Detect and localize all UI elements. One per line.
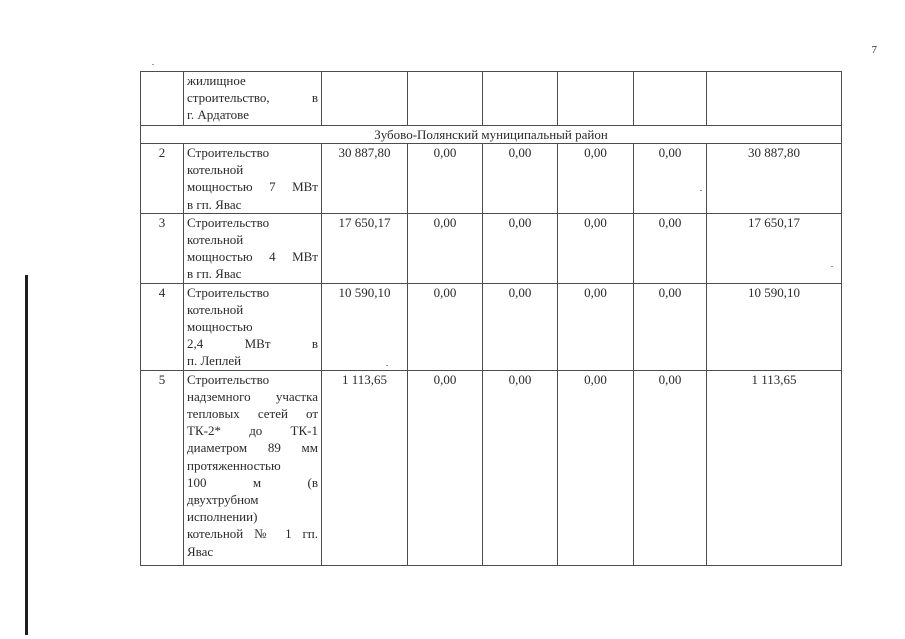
scan-speck: [152, 64, 154, 65]
description-line: двухтрубном: [187, 492, 259, 508]
value-cell: 0,00: [558, 213, 634, 283]
value-cell: [322, 72, 408, 126]
value-cell: 1 113,65: [322, 370, 408, 565]
table-row: [141, 283, 842, 370]
value-cell: 0,00: [483, 144, 558, 214]
description-line: котельной № 1 гп.: [187, 526, 318, 542]
value-cell: 0,00: [408, 144, 483, 214]
region-heading-row: [141, 126, 842, 144]
row-number-cell: 4: [141, 283, 184, 370]
description-line: протяженностью: [187, 457, 281, 473]
row-description-cell: [184, 283, 322, 370]
row-number-cell: 2: [141, 144, 184, 214]
description-line: тепловых сетей от: [187, 406, 318, 422]
total-value-cell: 1 113,65: [707, 370, 842, 565]
value-cell: 0,00: [558, 283, 634, 370]
description-line: мощностью 4 МВт: [187, 249, 318, 265]
value-cell: [634, 72, 707, 126]
description-line: котельной: [187, 232, 244, 248]
value-cell: 10 590,10: [322, 283, 408, 370]
value-cell: [483, 72, 558, 126]
description-line: котельной: [187, 162, 244, 178]
row-number-cell: [141, 72, 184, 126]
description-line: Строительство: [187, 371, 270, 387]
row-description-cell: [184, 144, 322, 214]
row-description-cell: [184, 213, 322, 283]
description-line: в гп. Явас: [187, 266, 242, 282]
description-line: г. Ардатове: [187, 107, 249, 123]
value-cell: 0,00: [408, 213, 483, 283]
value-cell: 0,00: [634, 144, 707, 214]
value-cell: [408, 72, 483, 126]
value-cell: 0,00: [634, 370, 707, 565]
description-line: в гп. Явас: [187, 196, 242, 212]
description-line: котельной: [187, 301, 244, 317]
value-cell: 0,00: [483, 370, 558, 565]
description-line: ТК-2* до ТК-1: [187, 423, 318, 439]
value-cell: 0,00: [483, 213, 558, 283]
description-line: 2,4 МВт в: [187, 336, 318, 352]
description-line: п. Леплей: [187, 353, 242, 369]
description-line: мощностью: [187, 319, 253, 335]
table-row: [141, 144, 842, 214]
value-cell: 0,00: [408, 283, 483, 370]
table-row: [141, 370, 842, 565]
description-line: жилищное: [187, 73, 246, 88]
value-cell: 0,00: [634, 213, 707, 283]
value-cell: 0,00: [634, 283, 707, 370]
total-value-cell: 30 887,80: [707, 144, 842, 214]
description-line: строительство, в: [187, 90, 318, 106]
description-line: Строительство: [187, 284, 270, 300]
description-line: мощностью 7 МВт: [187, 179, 318, 195]
description-line: Явас: [187, 543, 214, 559]
investment-table: [140, 71, 842, 566]
description-line: Строительство: [187, 214, 270, 230]
page-number: 7: [871, 44, 877, 56]
value-cell: 0,00: [558, 144, 634, 214]
description-line: исполнении): [187, 509, 258, 525]
value-cell: 0,00: [558, 370, 634, 565]
value-cell: 0,00: [408, 370, 483, 565]
value-cell: [558, 72, 634, 126]
row-description-cell: [184, 72, 322, 126]
value-cell: 0,00: [483, 283, 558, 370]
total-value-cell: 10 590,10: [707, 283, 842, 370]
description-line: надземного участка: [187, 388, 318, 404]
region-heading: Зубово-Полянский муниципальный район: [141, 126, 842, 144]
table-row: [141, 213, 842, 283]
description-line: диаметром 89 мм: [187, 440, 318, 456]
total-value-cell: 17 650,17: [707, 213, 842, 283]
description-line: 100 м (в: [187, 474, 318, 490]
row-description-cell: [184, 370, 322, 565]
description-line: Строительство: [187, 145, 270, 160]
scan-edge-artifact: [25, 275, 28, 635]
row-number-cell: 5: [141, 370, 184, 565]
row-number-cell: 3: [141, 213, 184, 283]
table-row-continuation: [141, 72, 842, 126]
value-cell: [707, 72, 842, 126]
value-cell: 17 650,17: [322, 213, 408, 283]
value-cell: 30 887,80: [322, 144, 408, 214]
